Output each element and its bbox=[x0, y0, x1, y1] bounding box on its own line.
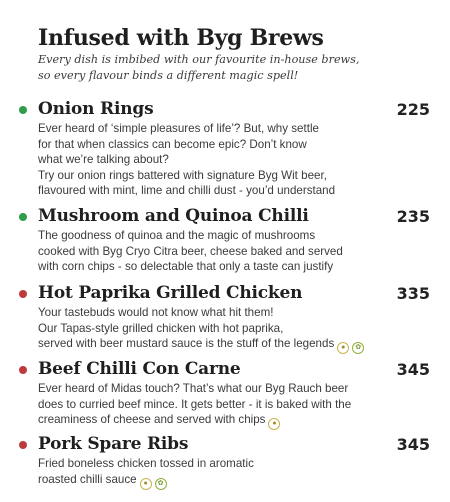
item-name: Beef Chilli Con Carne bbox=[38, 359, 241, 379]
nonveg-indicator-icon bbox=[19, 441, 27, 449]
item-description bbox=[38, 228, 438, 275]
description-line bbox=[38, 412, 438, 430]
veg-indicator-icon bbox=[19, 106, 27, 114]
spice-icon: ● bbox=[268, 418, 280, 430]
description-line: cooked with Byg Cryo Citra beer, cheese baked and served bbox=[38, 244, 343, 258]
item-price: 235 bbox=[396, 207, 430, 226]
spice-icon: ● bbox=[337, 342, 349, 354]
page-title: Infused with Byg Brews bbox=[38, 25, 324, 51]
description-text: roasted chilli sauce bbox=[38, 472, 137, 486]
item-price: 335 bbox=[396, 284, 430, 303]
nonveg-indicator-icon bbox=[19, 290, 27, 298]
item-price: 345 bbox=[396, 360, 430, 379]
subtitle-line: Every dish is imbibed with our favourite in-house brews, bbox=[38, 53, 360, 66]
item-name: Mushroom and Quinoa Chilli bbox=[38, 206, 309, 226]
menu-header bbox=[38, 26, 438, 84]
description-line: Your tastebuds would not know what hit them! bbox=[38, 306, 274, 319]
description-line: Our Tapas-style grilled chicken with hot paprika, bbox=[38, 321, 284, 335]
description-line: for that when classics can become epic? Don’t know bbox=[38, 137, 307, 151]
item-name: Hot Paprika Grilled Chicken bbox=[38, 283, 303, 303]
item-name: Pork Spare Ribs bbox=[38, 434, 189, 454]
description-line: flavoured with mint, lime and chilli dust - you’d understand bbox=[38, 184, 336, 197]
description-line: Try our onion rings battered with signature Byg Wit beer, bbox=[38, 168, 327, 182]
description-text: served with beer mustard sauce is the stuff of the legends bbox=[38, 337, 335, 350]
nonveg-indicator-icon bbox=[19, 366, 27, 374]
description-line bbox=[38, 336, 438, 354]
subtitle-line: so every flavour binds a different magic spell! bbox=[38, 69, 299, 82]
description-line: The goodness of quinoa and the magic of mushrooms bbox=[38, 229, 316, 242]
leaf-icon: ✿ bbox=[155, 478, 167, 490]
item-name: Onion Rings bbox=[38, 99, 154, 119]
description-line: what we’re talking about? bbox=[38, 153, 169, 166]
description-line bbox=[38, 472, 438, 490]
item-description bbox=[38, 456, 438, 490]
description-line: does to curried beef mince. It gets better - it is baked with the bbox=[38, 397, 352, 411]
leaf-icon: ✿ bbox=[352, 342, 364, 354]
item-description bbox=[38, 305, 438, 354]
page-subtitle bbox=[38, 52, 438, 84]
description-line: Ever heard of Midas touch? That’s what our Byg Rauch beer bbox=[38, 382, 349, 395]
item-price: 225 bbox=[396, 100, 430, 119]
description-text: creaminess of cheese and served with chips bbox=[38, 413, 266, 426]
item-description bbox=[38, 121, 438, 199]
description-line: Ever heard of ‘simple pleasures of life’? But, why settle bbox=[38, 122, 319, 135]
description-line: Fried boneless chicken tossed in aromatic bbox=[38, 457, 254, 470]
item-description bbox=[38, 381, 438, 430]
item-price: 345 bbox=[396, 435, 430, 454]
description-line: with corn chips - so delectable that only a taste can justify bbox=[38, 260, 334, 273]
veg-indicator-icon bbox=[19, 213, 27, 221]
spice-icon: ● bbox=[140, 478, 152, 490]
